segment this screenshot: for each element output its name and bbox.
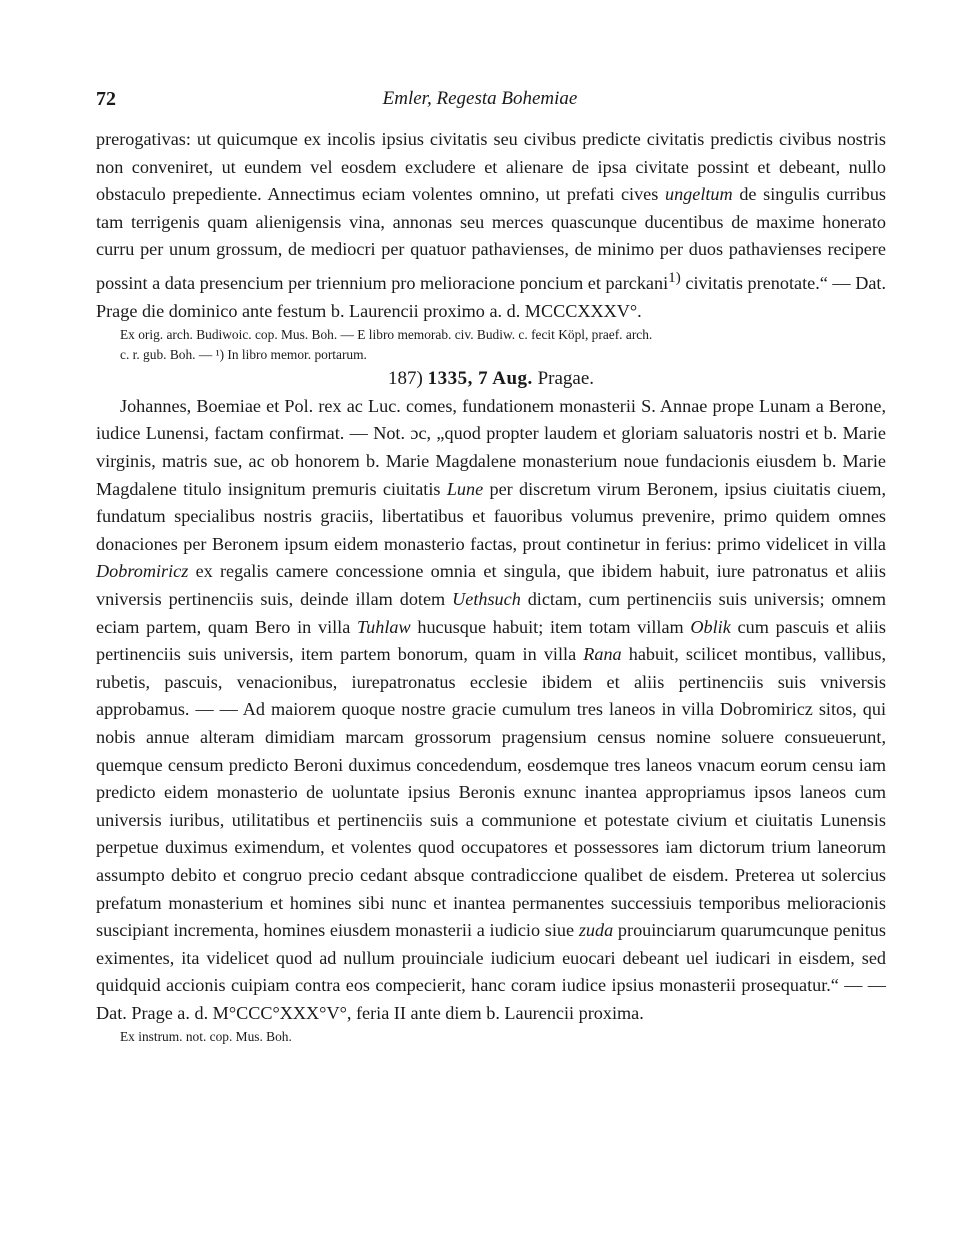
term-ungeltum: ungeltum — [664, 184, 733, 205]
running-title: Emler, Regesta Bohemiae — [382, 88, 578, 109]
document-date: 1335, 7 Aug. — [427, 368, 533, 390]
source-note: Ex instrum. not. cop. Mus. Boh. — [120, 1029, 292, 1045]
footnote-mark: 1) — [668, 268, 681, 286]
page-number: 72 — [96, 88, 116, 110]
document-text: Johannes, Boemiae et Pol. rex ac Luc. comes, fundationem monasterii S. Annae prope Lunam a Berone, iudice Lunensi, factam confirmat. — Not. ɔc, „quod propter laudem et gloriam saluatoris nostri et b. Marie virginis, matris sue, ac ob honorem b. Marie Magdalene monasterium noue fundacionis eiusdem b. Marie Magdalene titulo insignitum premuris ciuitatis Lune per discretum virum Beronem, ipsius ciuitatis ciuem, fundatum specialibus nostris graciis, libertatibus et fauoribus volumus prevenire, primo quidem omnes donaciones per Beronem ipsum eidem monasterio factas, prout continetur in ferius: primo videlicet in villa Dobromiricz ex regalis camere concessione omnia et singula, que ibidem habuit, iure patronatus et aliis vniversis pertinenciis suis, deinde illam dotem Uethsuch dictam, cum pertinenciis suis universis; omnem eciam partem, quam Bero in villa Tuhlaw hucusque habuit; item totam villam Oblik cum pascuis et aliis pertinenciis suis universis, item partem bonorum, quam in villa Rana habuit, scilicet montibus, vallibus, rubetis, pascuis, venacionibus, iurepatronatus ecclesie ibidem et aliis pertinenciis suis vniversis approbamus. — — Ad maiorem quoque nostre gracie cumulum tres laneos in villa Dobromiricz sitos, qui nobis annue alteram dimidiam marcam grossorum pragensium census nomine soluere consueuerunt, quemque censum predicto Beroni duximus concedendum, eosdemque tres laneos vnacum eorum censu iam predicto eidem monasterio de uoluntate ipsius Beronis exnunc inantea appropriamus ipsos laneos cum universis iuribus, utilitatibus et pertinenciis suis a communione et potestate civium et ciuitatis Lunensis perpetue duximus eximendum, et volentes quod occupatores et possessores iam dictorum trium laneorum assumpto debito et congruo precio cedant absque contradiccione qualibet de eisdem. Preterea ut solercius prefatum monasterium et homines sibi nunc et inantea permanentes successiuis temporibus melioracionis suscipiant incrementa, homines eiusdem monasterii a iudicio siue zuda prouinciarum quarumcunque penitus eximentes, ita videlicet quod ad nullum prouinciale iudicium euocari debeant uel iudicari in eisdem, sed quidquid accionis cuipiam contra eos compecierit, hanc coram iudice ipsius monasterii prosequatur.“ — — Dat. Prage a. d. M°CCC°XXX°V°, feria II ante diem b. Laurencii proxima. — [96, 395, 887, 1023]
running-head — [96, 88, 864, 118]
document-number: 187) — [387, 368, 423, 390]
document-heading — [96, 365, 886, 393]
footnote: c. r. gub. Boh. — ¹) In libro memor. portarum. — [120, 347, 367, 363]
previous-document-text: prerogativas: ut quicumque ex incolis ipsius civitatis seu civibus predicte civitatis predictis civibus nostris non conveniret, ut eundem vel eosdem excludere et alienare de ipsa civitate possint et debeant, nullo obstaculo prepediente. Annectimus eciam volentes omnino, ut prefati cives ungeltum de singulis curribus tam terrigenis quam alienigensis vina, annonas seu merces quascunque ducentibus de maxime honerato curru per unum grossum, de mediocri per quatuor pathavienses, de minimo per duos pathavienses recipere possint a data presencium per triennium pro melioracione poncium et parckani$^{1)}$ civitatis prenotate.“ — Dat. Prage die dominico ante festum b. Laurencii proximo a. d. MCCCXXXV°. — [96, 129, 886, 321]
source-note: Ex orig. arch. Budiwoic. cop. Mus. Boh. — E libro memorab. civ. Budiw. c. fecit Köpl, praef. arch. — [120, 327, 653, 343]
document-place: Pragae. — [537, 368, 595, 390]
body-text — [96, 126, 886, 1047]
